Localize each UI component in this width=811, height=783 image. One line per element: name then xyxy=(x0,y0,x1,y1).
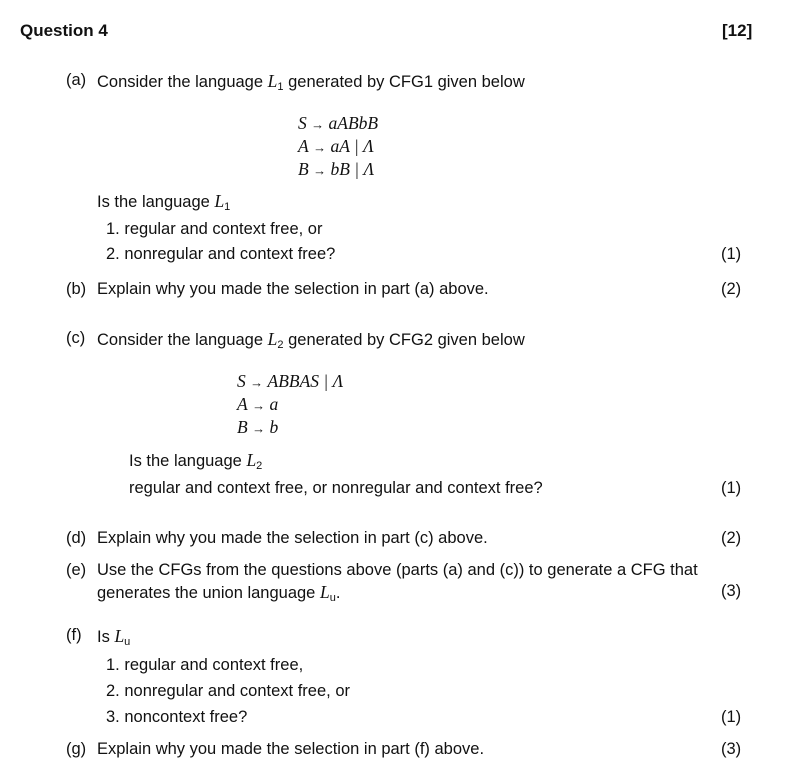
cfg2-rule-1: S → ABBAS | Λ xyxy=(237,371,344,391)
cfg1-rule-2: A → aA | Λ xyxy=(298,136,374,156)
part-c-label: (c) xyxy=(66,329,86,347)
part-e-marks: (3) xyxy=(721,582,742,600)
part-c-question: Is the language $L_2$ xyxy=(129,450,263,472)
part-b-label: (b) xyxy=(66,280,87,298)
part-e-label: (e) xyxy=(66,561,87,579)
part-a-option-2: 2. nonregular and context free? xyxy=(106,245,336,263)
part-g-text: Explain why you made the selection in part (f) above. xyxy=(97,740,485,758)
part-a-label: (a) xyxy=(66,71,87,89)
part-b-marks: (2) xyxy=(721,280,742,298)
cfg2-rule-3: B → b xyxy=(237,417,279,437)
part-a-intro: Consider the language $L_1$ generated by CFG1 given below xyxy=(97,71,525,93)
part-e-line2: generates the union language $L_u$. xyxy=(97,582,341,604)
part-f-option-1: 1. regular and context free, xyxy=(106,656,304,674)
part-a-question: Is the language $L_1$ xyxy=(97,191,231,213)
part-g-label: (g) xyxy=(66,740,87,758)
part-c-intro: Consider the language $L_2$ generated by CFG2 given below xyxy=(97,329,525,351)
part-e-line1: Use the CFGs from the questions above (parts (a) and (c)) to generate a CFG that xyxy=(97,561,698,579)
part-c-marks: (1) xyxy=(721,479,742,497)
part-d-marks: (2) xyxy=(721,529,742,547)
part-f-option-2: 2. nonregular and context free, or xyxy=(106,682,350,700)
part-d-text: Explain why you made the selection in part (c) above. xyxy=(97,529,488,547)
cfg2-rule-2: A → a xyxy=(237,394,279,414)
part-a-option-1: 1. regular and context free, or xyxy=(106,220,323,238)
cfg1-rule-3: B → bB | Λ xyxy=(298,159,375,179)
cfg1-rule-1: S → aABbB xyxy=(298,113,379,133)
part-f-marks: (1) xyxy=(721,708,742,726)
part-g-marks: (3) xyxy=(721,740,742,758)
question-title: Question 4 xyxy=(20,21,108,40)
part-d-label: (d) xyxy=(66,529,87,547)
part-f-option-3: 3. noncontext free? xyxy=(106,708,248,726)
part-b-text: Explain why you made the selection in part (a) above. xyxy=(97,280,489,298)
total-marks: [12] xyxy=(722,21,753,40)
part-c-question-line2: regular and context free, or nonregular and context free? xyxy=(129,479,543,497)
part-a-marks: (1) xyxy=(721,245,742,263)
part-f-question: Is $L_u$ xyxy=(97,626,131,648)
part-f-label: (f) xyxy=(66,626,82,644)
